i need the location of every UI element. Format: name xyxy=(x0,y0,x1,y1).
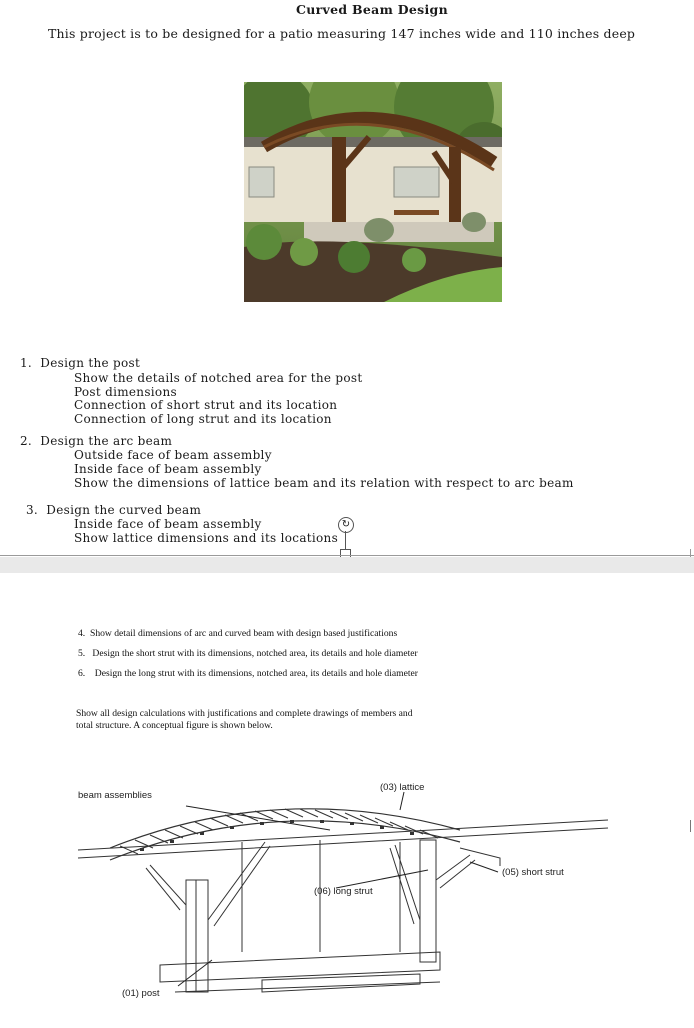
handle-stem xyxy=(345,531,346,549)
task-number: 1. xyxy=(20,356,33,370)
label-long-strut: (06) long strut xyxy=(314,886,373,897)
page2-item-5 xyxy=(78,648,418,659)
task-heading-text: Design the curved beam xyxy=(46,503,202,517)
task-1-heading xyxy=(20,356,140,370)
task-1-item-2: Post dimensions xyxy=(74,385,177,399)
item-number: 5. xyxy=(78,648,86,659)
task-2-heading xyxy=(20,434,172,448)
label-post: (01) post xyxy=(122,988,160,999)
note-line-1: Show all design calculations with justifications and complete drawings of members and xyxy=(76,708,413,719)
task-1-item-4: Connection of long strut and its location xyxy=(74,412,332,426)
page-gap xyxy=(0,557,694,573)
page2-item-6 xyxy=(78,668,418,679)
document-title: Curved Beam Design xyxy=(296,2,448,17)
task-2-item-3: Show the dimensions of lattice beam and its relation with respect to arc beam xyxy=(74,476,574,490)
task-number: 3. xyxy=(26,503,39,517)
label-lattice: (03) lattice xyxy=(380,782,425,793)
task-heading-text: Design the arc beam xyxy=(40,434,173,448)
intro-text: This project is to be designed for a patio measuring 147 inches wide and 110 inches deep xyxy=(48,26,636,41)
task-3-heading xyxy=(26,503,201,517)
page-separator xyxy=(0,555,694,556)
page2-item-4 xyxy=(78,628,397,639)
item-number: 6. xyxy=(78,668,86,679)
task-1-item-1: Show the details of notched area for the post xyxy=(74,371,363,385)
item-text: Design the long strut with its dimensions, notched area, its details and hole diameter xyxy=(94,668,418,679)
label-beam-assemblies: beam assemblies xyxy=(78,790,152,801)
task-1-item-3: Connection of short strut and its location xyxy=(74,398,338,412)
item-text: Design the short strut with its dimensions, notched area, its details and hole diameter xyxy=(92,648,418,659)
rotate-handle-icon[interactable]: ↻ xyxy=(338,517,354,533)
task-2-item-2: Inside face of beam assembly xyxy=(74,462,262,476)
label-short-strut: (05) short strut xyxy=(502,867,564,878)
task-number: 2. xyxy=(20,434,33,448)
item-text: Show detail dimensions of arc and curved beam with design based justifications xyxy=(90,628,398,639)
task-3-item-1: Inside face of beam assembly xyxy=(74,517,262,531)
page-margin-marker xyxy=(690,820,694,832)
conceptual-figure xyxy=(0,770,694,1024)
pergola-photo xyxy=(244,82,502,302)
item-number: 4. xyxy=(78,628,86,639)
task-heading-text: Design the post xyxy=(40,356,141,370)
task-2-item-1: Outside face of beam assembly xyxy=(74,448,272,462)
note-line-2: total structure. A conceptual figure is shown below. xyxy=(76,720,273,731)
task-3-item-2: Show lattice dimensions and its locations xyxy=(74,531,339,545)
